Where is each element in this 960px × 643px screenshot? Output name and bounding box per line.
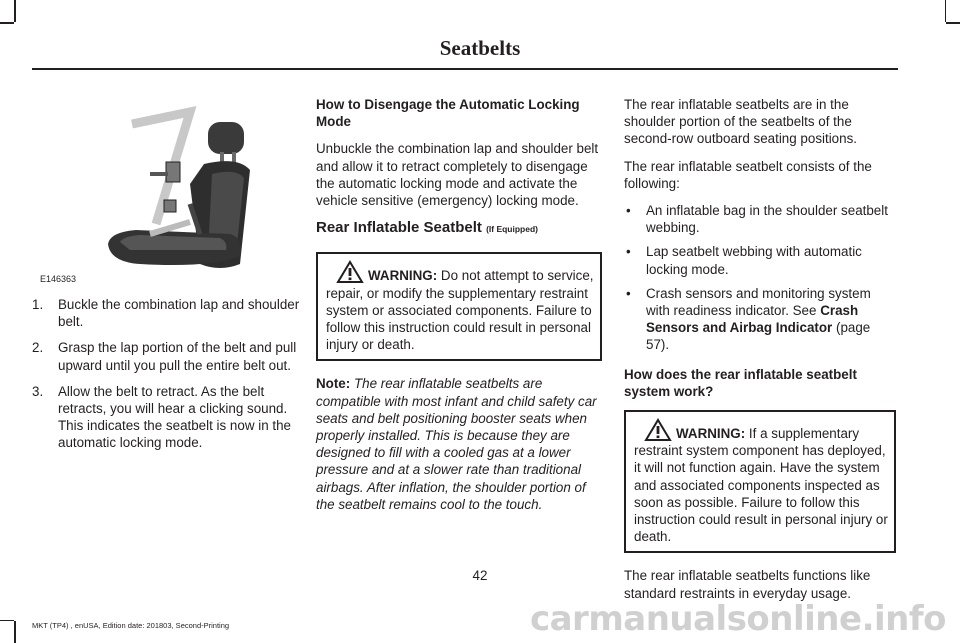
bullet-list xyxy=(624,202,896,354)
warning-label: WARNING: xyxy=(676,426,746,442)
section-title-text: Rear Inflatable Seatbelt xyxy=(316,219,482,237)
note-text: The rear inflatable seatbelts are compatible with most infant and child safety car seats and belt positioning booster seats when properly installed. This is because they are designed to fill with a cooled gas at a lower pressure and at a slower rate than traditional airbags. After inflation, the shoulder portion of the seatbelt remains cool to the touch. xyxy=(316,376,597,512)
paragraph: The rear inflatable seatbelts functions like standard restraints in everyday usage. xyxy=(624,568,871,601)
page-reference: (page 57). xyxy=(646,320,871,353)
section-heading: How to Disengage the Automatic Locking Mode xyxy=(316,97,580,130)
crop-mark-bottom-left-v xyxy=(14,621,16,643)
seatbelt-seat-icon xyxy=(40,104,268,274)
figure-code: E146363 xyxy=(40,274,77,284)
warning-triangle-icon xyxy=(336,260,364,284)
list-item xyxy=(32,296,308,330)
crop-mark-top-right-h xyxy=(946,22,960,24)
step-text: Allow the belt to retract. As the belt retracts, you will hear a clicking sound. This indicates the seatbelt is now in the automatic locking mode. xyxy=(58,383,291,451)
warning-box xyxy=(624,410,896,553)
seat-illustration xyxy=(40,104,268,284)
warning-text: If a supplementary restraint system component has deployed, it will not function again. Have the system and associated components inspected as soon as possible. Failure to follow this instruction could result in personal injury or death. xyxy=(634,426,888,545)
paragraph: The rear inflatable seatbelt consists of the following: xyxy=(624,158,872,191)
step-number: 1. xyxy=(32,297,44,312)
bullet-text: Crash sensors and monitoring system with readiness indicator. See xyxy=(646,285,871,319)
warning-triangle-icon xyxy=(644,418,672,442)
note-label: Note: xyxy=(316,376,351,392)
warning-box xyxy=(316,252,602,361)
footer-text: MKT (TP4) , enUSA, Edition date: 201803, Second-Printing xyxy=(32,621,230,630)
right-column xyxy=(624,96,896,612)
list-item xyxy=(32,383,308,452)
list-item: • An inflatable bag in the shoulder seatbelt webbing. xyxy=(624,202,896,236)
section-qualifier: (If Equipped) xyxy=(486,224,538,235)
steps-list xyxy=(32,296,308,452)
crop-mark-bottom-left-h xyxy=(0,620,14,622)
watermark: carmanualsonline.info xyxy=(529,599,946,639)
note xyxy=(316,375,602,513)
page-title: Seatbelts xyxy=(439,36,521,60)
step-text: Grasp the lap portion of the belt and pull upward until you pull the entire belt out. xyxy=(58,340,297,373)
page-number: 42 xyxy=(472,568,488,583)
header-rule xyxy=(32,68,898,70)
list-item xyxy=(32,339,308,373)
paragraph: The rear inflatable seatbelts are in the shoulder portion of the seatbelts of the second-row outboard seating positions. xyxy=(624,97,857,147)
list-item xyxy=(624,285,896,354)
list-item: • Lap seatbelt webbing with automatic locking mode. xyxy=(624,243,896,277)
question-heading: How does the rear inflatable seatbelt system work? xyxy=(624,366,857,399)
crop-mark-top-right-v xyxy=(945,0,947,22)
crop-mark-top-left-v xyxy=(14,0,16,22)
warning-label: WARNING: xyxy=(368,268,438,284)
left-column xyxy=(32,296,308,461)
middle-column xyxy=(316,96,602,523)
paragraph: Unbuckle the combination lap and shoulder belt and allow it to retract completely to disengage the automatic locking mode and activate the vehicle sensitive (emergency) locking mode. xyxy=(316,141,599,209)
step-number: 2. xyxy=(32,340,44,356)
section-title xyxy=(316,219,602,238)
step-number: 3. xyxy=(32,383,44,399)
cross-reference-link[interactable]: Crash Sensors and Airbag Indicator xyxy=(646,303,859,336)
warning-text: Do not attempt to service, repair, or modify the supplementary restraint system or associated components. Failure to follow this instruction could result in personal injury or death. xyxy=(326,268,594,353)
crop-mark-top-left-h xyxy=(0,22,14,24)
step-text: Buckle the combination lap and shoulder belt. xyxy=(58,297,300,330)
